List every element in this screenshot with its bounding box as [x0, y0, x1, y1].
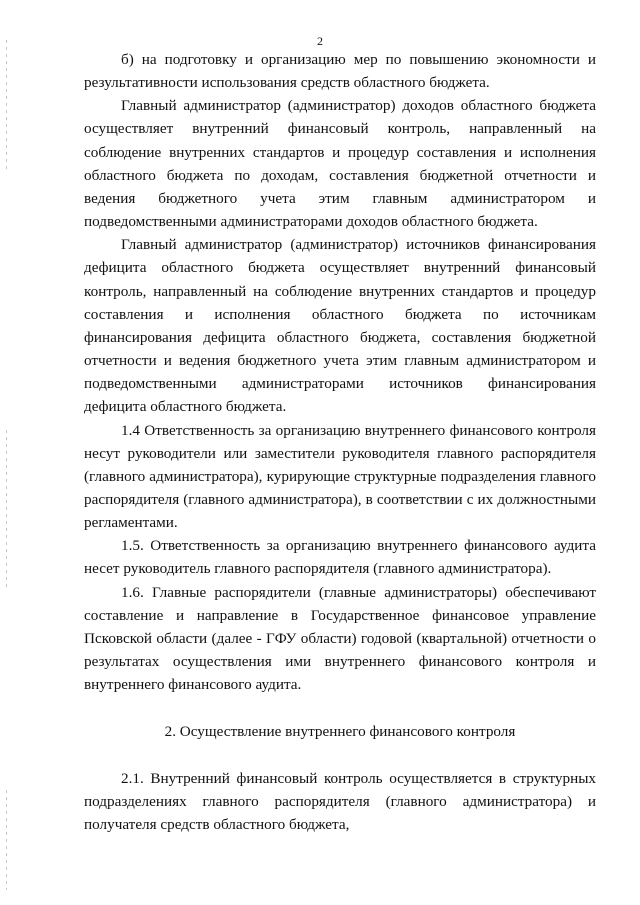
section-heading: 2. Осуществление внутреннего финансового контроля — [164, 723, 516, 741]
scan-margin-mark — [6, 790, 7, 890]
paragraph-deficit-sources-administrator: Главный администратор (администратор) источников финансирования дефицита областного бюджета осуществляет внутренний финансовый контроль, направленный на соблюдение внутренних стандартов и процедур составления и исполнения областного бюджета по источникам финансирования дефицита областного бюджета, составления бюджетной отчетности и ведения бюджетного учета этим главным администратором и подведомственными администраторами источников финансирования дефицита областного бюджета. — [84, 236, 596, 416]
scan-margin-mark — [6, 40, 7, 170]
page-number: 2 — [317, 34, 323, 48]
paragraph-1-5: 1.5. Ответственность за организацию внутреннего финансового аудита несет руководитель главного распорядителя (главного администратора). — [84, 537, 596, 578]
document-body — [84, 48, 596, 836]
paragraph-item-b: б) на подготовку и организацию мер по повышению экономности и результативности использования средств областного бюджета. — [84, 51, 596, 92]
paragraph-1-4: 1.4 Ответственность за организацию внутреннего финансового контроля несут руководители или заместители руководителя главного распорядителя (главного администратора), курирующие структурные подразделения главного распорядителя (главного администратора), в соответствии с их должностными регламентами. — [84, 421, 596, 532]
paragraph-2-1: 2.1. Внутренний финансовый контроль осуществляется в структурных подразделениях главного распорядителя (главного администратора) и получателя средств областного бюджета, — [84, 769, 596, 833]
scan-margin-mark — [6, 430, 7, 590]
paragraph-1-6: 1.6. Главные распорядители (главные администраторы) обеспечивают составление и направление в Государственное финансовое управление Псковской области (далее - ГФУ области) годовой (квартальной) отчетности о результатах осуществления ими внутреннего финансового контроля и внутреннего финансового аудита. — [84, 583, 596, 694]
paragraph-revenue-administrator: Главный администратор (администратор) доходов областного бюджета осуществляет внутренний финансовый контроль, направленный на соблюдение внутренних стандартов и процедур составления и исполнения областного бюджета по доходам, составления бюджетной отчетности и ведения бюджетного учета этим главным администратором и подведомственными администраторами доходов областного бюджета. — [84, 97, 596, 231]
